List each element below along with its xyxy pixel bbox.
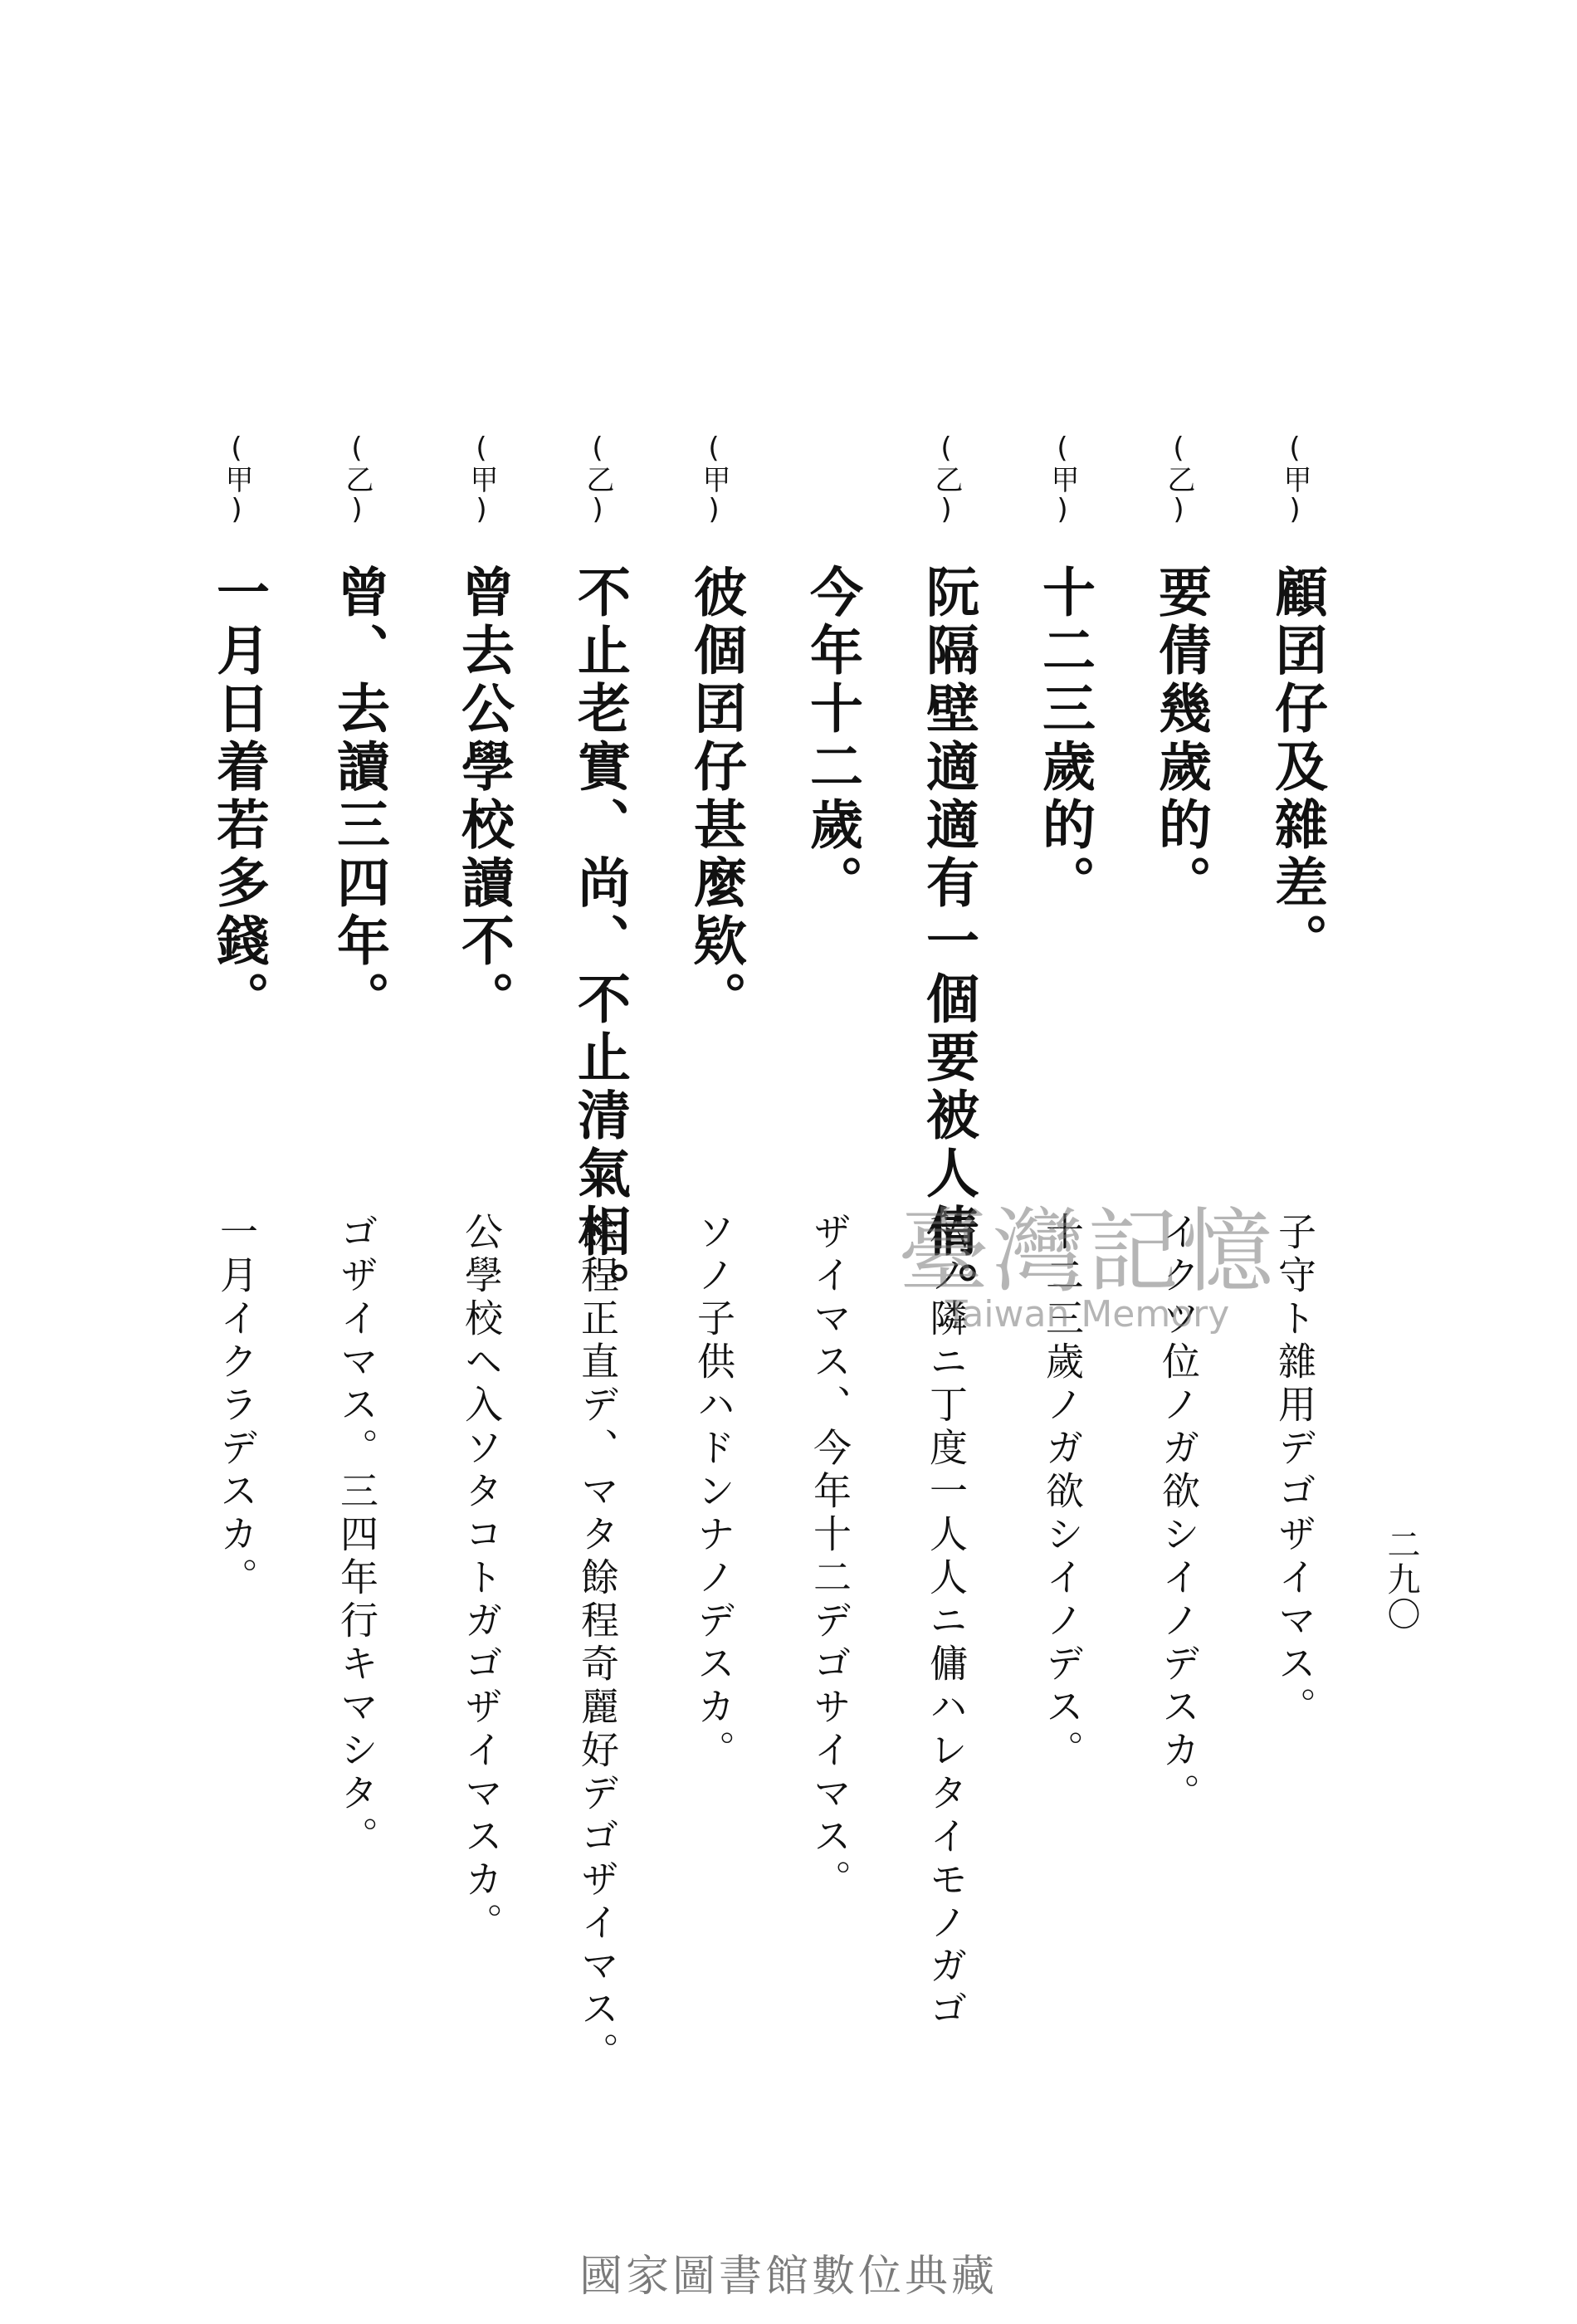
watermark-cjk: 臺灣記憶 [898,1199,1277,1305]
taiwanese-line: 要倩幾歲的。 [1150,564,1212,913]
japanese-line: ソノ子供ハドンナノデスカ。 [691,1212,736,1773]
footer-credit: 國家圖書館數位典藏 [579,2252,998,2302]
taiwanese-line: 十二三歲的。 [1033,564,1096,913]
watermark [830,1179,1345,1335]
japanese-line: ザイマス、今年十二デゴサイマス。 [808,1212,852,1902]
taiwanese-line: 一月日着若多錢。 [208,564,270,1029]
speaker-label: (乙) [581,432,614,526]
taiwanese-line: 阮隔壁適適有一個要被人倩。 [917,564,979,1320]
japanese-line: 公學校ヘ入ソタコトガゴザイマスカ。 [459,1212,504,1946]
speaker-label: (甲) [220,432,253,526]
speaker-label: (甲) [697,432,730,526]
speaker-label: (甲) [1278,432,1311,526]
watermark-en: Taiwan Memory [945,1293,1230,1335]
speaker-label: (乙) [930,432,963,526]
taiwanese-line: 不止老實、尚、不止清氣相。 [569,564,631,1320]
japanese-line: 十二三歲ノガ欲シイノデス。 [1040,1212,1085,1773]
taiwanese-line: 彼個囝仔甚麼欵。 [685,564,747,1029]
japanese-line: 一月イクラデスカ。 [214,1212,259,1600]
taiwanese-line: 今年十二歲。 [801,564,863,913]
japanese-line: 餘程正直デ、マタ餘程奇麗好デゴザイマス。 [575,1212,620,2075]
japanese-line: 私ノ隣ニ丁度一人人ニ傭ハレタイモノガゴ [924,1212,969,2032]
taiwanese-line: 曾、去讀三四年。 [328,564,390,1029]
speaker-label: (乙) [1162,432,1195,526]
speaker-label: (甲) [1046,432,1079,526]
speaker-label: (乙) [340,432,374,526]
page-number: 二九〇 [1382,1527,1420,1632]
taiwanese-line: 曾去公學校讀不。 [452,564,515,1029]
taiwanese-line: 顧囝仔及雜差。 [1266,564,1328,971]
speaker-label: (甲) [465,432,498,526]
japanese-line: イクツ位ノガ欲シイノデスカ。 [1156,1212,1201,1816]
japanese-line: ゴザイマス。三四年行キマシタ。 [334,1212,379,1859]
japanese-line: 子守ト雜用デゴザイマス。 [1272,1212,1317,1730]
